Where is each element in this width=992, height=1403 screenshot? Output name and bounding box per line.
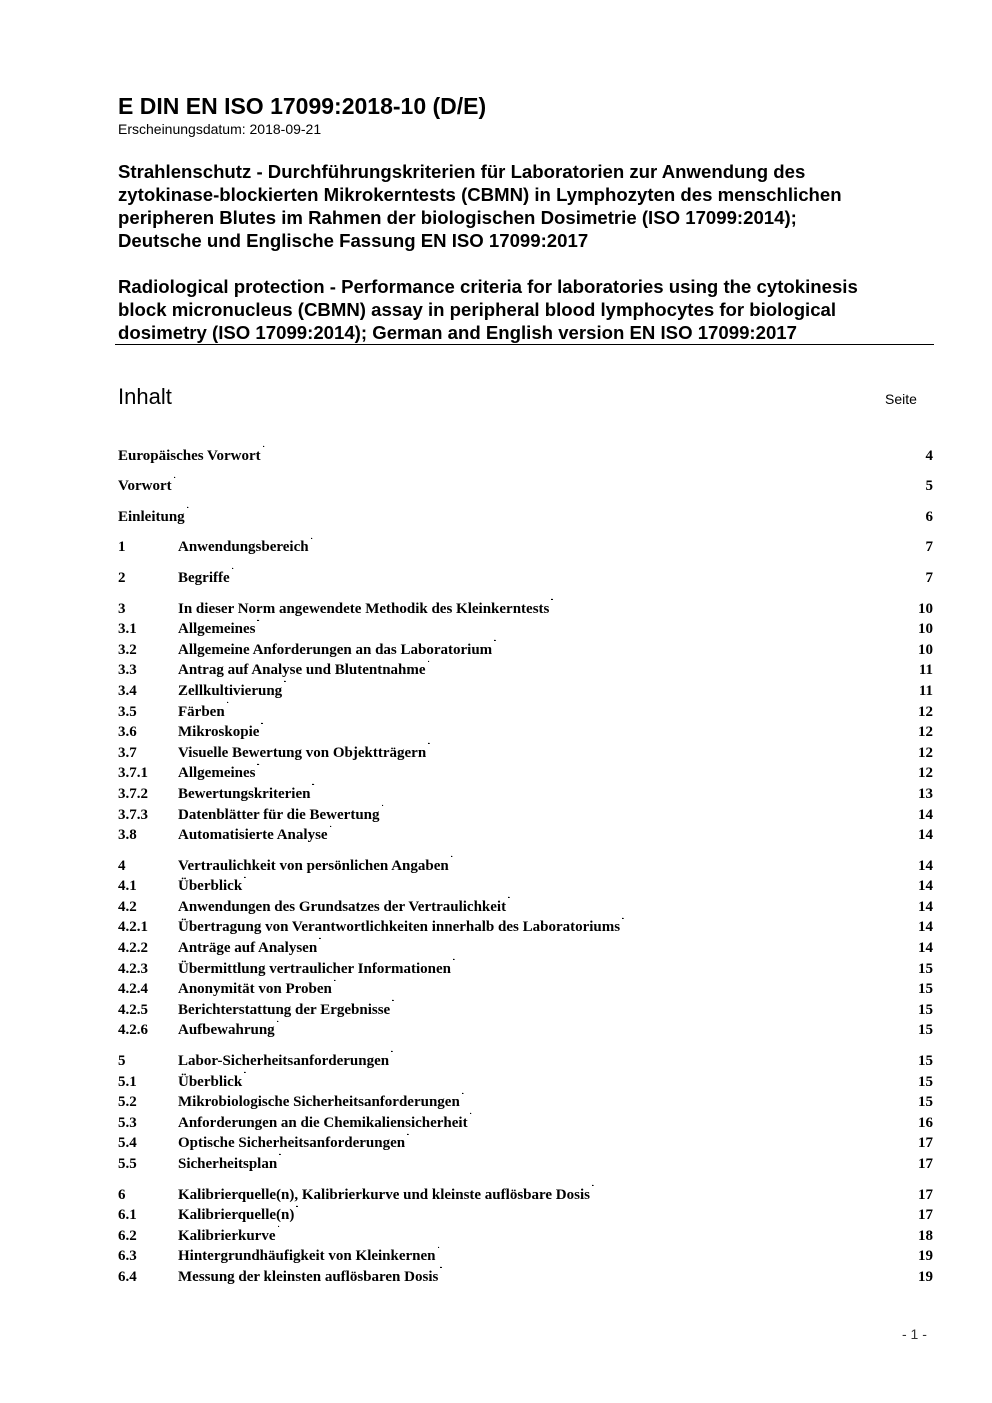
toc-entry[interactable] [118,1240,933,1265]
toc-entry-page: 10 [918,641,933,658]
toc-dot-leader [508,890,916,911]
toc-entry-title: Datenblätter für die Bewertung [178,806,380,823]
toc-entry-number: 3.1 [118,621,137,638]
toc-entry-page: 14 [918,806,933,823]
toc-entry-number: 4.1 [118,878,137,895]
toc-entry-number: 5.5 [118,1156,137,1172]
toc-entry-number: 3.7 [118,744,137,761]
publication-date: Erscheinungsdatum: 2018-09-21 [118,121,322,137]
toc-dot-leader [622,911,916,932]
toc-entry-page: 17 [918,1207,933,1224]
toc-entry[interactable] [118,613,933,638]
toc-entry[interactable] [118,1086,933,1111]
toc-entry-title: Anwendungen des Grundsatzes der Vertraulichkeit [178,898,507,915]
title-english-line: block micronucleus (CBMN) assay in peripheral blood lymphocytes for biological [118,299,837,320]
toc-entry-number: 6.2 [118,1227,137,1244]
toc-entry-page: 12 [918,703,933,720]
toc-entry-number: 4.2.1 [118,919,148,936]
toc-entry[interactable] [118,911,933,936]
toc-dot-leader [174,470,924,491]
toc-entry-title: Zellkultivierung [178,682,283,699]
toc-entry-number: 5.2 [118,1094,137,1111]
toc-entry-title: Mikroskopie [178,724,260,741]
title-german-line: peripheren Blutes im Rahmen der biologischen Dosimetrie (ISO 17099:2014); [118,207,797,228]
toc-entry-number: 3 [118,600,126,617]
toc-entry-page: 14 [918,827,933,844]
toc-entry[interactable] [118,592,933,617]
toc-dot-leader [551,592,916,613]
title-english-line: dosimetry (ISO 17099:2014); German and English version EN ISO 17099:2017 [118,322,797,343]
title-english-line: Radiological protection - Performance criteria for laboratories using the cytokinesis [118,276,858,297]
toc-entry[interactable] [118,890,933,915]
toc-entry-number: 5.3 [118,1114,137,1131]
toc-dot-leader [440,1260,916,1281]
toc-entry[interactable] [118,1014,933,1039]
toc-entry[interactable] [118,1147,933,1172]
toc-entry-title: Anwendungsbereich [178,539,309,556]
toc-entry-number: 3.4 [118,682,137,699]
toc-entry-title: Einleitung [118,508,185,525]
toc-entry-title: Allgemeines [178,765,256,782]
toc-entry-title: Allgemeines [178,621,256,638]
toc-entry[interactable] [118,470,933,495]
toc-entry-title: Hintergrundhäufigkeit von Kleinkernen [178,1248,436,1265]
toc-entry[interactable] [118,716,933,741]
toc-entry-title: Optische Sicherheitsanforderungen [178,1135,406,1152]
toc-entry-number: 4.2.5 [118,1001,148,1018]
toc-entry-title: Europäisches Vorwort [118,447,261,464]
toc-dot-leader [438,1240,916,1261]
toc-entry[interactable] [118,870,933,895]
toc-entry-number: 6 [118,1186,126,1203]
toc-entry-page: 17 [918,1186,933,1203]
toc-entry-title: Labor-Sicherheitsanforderungen [178,1053,390,1070]
toc-dot-leader [392,993,916,1014]
toc-entry-number: 1 [118,539,126,556]
toc-dot-leader [257,757,916,778]
toc-dot-leader [257,613,916,634]
toc-dot-leader [279,1147,916,1168]
toc-entry[interactable] [118,973,933,998]
toc-entry[interactable] [118,1219,933,1244]
toc-entry-page: 15 [918,1053,933,1070]
toc-dot-leader [232,561,924,582]
toc-entry-title: Vorwort [118,478,172,495]
toc-dot-leader [330,819,916,840]
toc-entry-page: 14 [918,878,933,895]
toc-entry-number: 4.2 [118,898,137,915]
toc-entry-number: 2 [118,569,126,586]
toc-entry-title: Begriffe [178,569,230,586]
toc-dot-leader [494,633,916,654]
toc-entry-number: 3.3 [118,662,137,679]
toc-entry-number: 3.7.2 [118,785,148,802]
toc-entry-number: 6.1 [118,1207,137,1224]
toc-page-column-label: Seite [885,391,917,407]
toc-entry-title: Vertraulichkeit von persönlichen Angaben [178,857,449,874]
toc-entry-number: 4.2.2 [118,940,148,957]
toc-entry-title: Kalibrierquelle(n), Kalibrierkurve und kleinste auflösbare Dosis [178,1186,590,1203]
toc-entry[interactable] [118,1065,933,1090]
toc-dot-leader [277,1014,916,1035]
toc-entry-page: 10 [918,621,933,638]
toc-entry-page: 15 [918,1073,933,1090]
title-german-line: zytokinase-blockierten Mikrokerntests (CBMN) in Lymphozyten des menschlichen [118,184,842,205]
toc-entry-title: In dieser Norm angewendete Methodik des Kleinkerntests [178,600,550,617]
toc-entry-page: 12 [918,724,933,741]
toc-entry[interactable] [118,736,933,761]
toc-entry[interactable] [118,1127,933,1152]
toc-dot-leader [470,1106,916,1127]
toc-entry-number: 3.7.1 [118,765,148,782]
toc-dot-leader [382,798,916,819]
toc-entry[interactable] [118,993,933,1018]
toc-entry-title: Messung der kleinsten auflösbaren Dosis [178,1268,439,1285]
toc-entry-number: 5.4 [118,1135,137,1152]
toc-entry-page: 15 [918,1022,933,1039]
toc-entry-page: 19 [918,1268,933,1285]
toc-entry[interactable] [118,849,933,874]
toc-dot-leader [261,716,916,737]
toc-entry[interactable] [118,1199,933,1224]
toc-entry-title: Überblick [178,1073,243,1090]
toc-entry-number: 4.2.6 [118,1022,148,1039]
toc-entry-page: 7 [925,539,933,556]
toc-entry[interactable] [118,654,933,679]
toc-entry-number: 3.5 [118,703,137,720]
toc-entry-page: 19 [918,1248,933,1265]
toc-entry[interactable] [118,561,933,586]
toc-entry[interactable] [118,931,933,957]
title-divider [115,344,934,345]
toc-entry-page: 17 [918,1156,933,1172]
toc-entry-title: Bewertungskriterien [178,785,311,802]
page-number: - 1 - [902,1326,927,1342]
toc-dot-leader [428,736,916,757]
toc-entry-page: 15 [918,960,933,977]
toc-dot-leader [284,674,917,695]
toc-dot-leader [187,500,924,521]
toc-entry-title: Mikrobiologische Sicherheitsanforderungen [178,1094,460,1111]
toc-dot-leader [407,1127,916,1148]
toc-dot-leader [391,1044,916,1065]
toc-heading: Inhalt [118,384,172,409]
toc-dot-leader [453,952,916,973]
toc-entry[interactable] [118,777,933,802]
toc-entry[interactable] [118,798,933,823]
toc-entry-number: 4 [118,857,126,874]
title-german-line: Strahlenschutz - Durchführungskriterien für Laboratorien zur Anwendung des [118,161,806,182]
toc-entry-title: Aufbewahrung [178,1022,275,1039]
toc-entry-page: 14 [918,940,933,957]
toc-entry-page: 16 [918,1114,933,1131]
toc-entry-page: 12 [918,765,933,782]
toc-entry[interactable] [118,1178,933,1203]
toc-entry-title: Visuelle Bewertung von Objektträgern [178,744,427,761]
toc-entry-title: Anonymität von Proben [178,981,332,998]
toc-entry-title: Kalibrierkurve [178,1227,276,1244]
toc-entry[interactable] [118,500,933,525]
toc-entry-page: 7 [925,569,933,586]
toc-entry-page: 4 [925,447,933,464]
toc-entry-title: Automatisierte Analyse [178,827,328,844]
toc-entry-title: Kalibrierquelle(n) [178,1207,295,1224]
toc-entry-title: Übermittlung vertraulicher Informationen [178,960,452,977]
toc-dot-leader [334,973,916,994]
toc-entry-page: 11 [918,682,933,699]
toc-entry-page: 12 [918,744,933,761]
toc-dot-leader [244,870,916,891]
toc-dot-leader [244,1065,916,1086]
toc-entry[interactable] [118,819,933,844]
toc-entry-page: 15 [918,981,933,998]
toc-entry-number: 3.6 [118,724,137,741]
toc-entry-number: 3.8 [118,827,137,844]
toc-dot-leader [296,1199,916,1220]
toc-dot-leader [319,931,916,952]
toc-entry[interactable] [118,1260,933,1285]
toc-entry-number: 3.2 [118,641,137,658]
toc-entry[interactable] [118,439,933,464]
title-english [118,275,948,344]
toc-entry-title: Allgemeine Anforderungen an das Laboratorium [178,641,493,658]
toc-entry-page: 5 [925,478,933,495]
document-title: E DIN EN ISO 17099:2018-10 (D/E) [118,93,487,119]
toc-entry-title: Überblick [178,878,243,895]
toc-entry-page: 15 [918,1001,933,1018]
toc-entry-title: Anforderungen an die Chemikaliensicherheit [178,1114,468,1131]
toc-entry-number: 6.3 [118,1248,137,1265]
toc-entry-page: 18 [918,1227,933,1244]
toc-entry-number: 3.7.3 [118,806,148,823]
toc-entry[interactable] [118,757,933,782]
toc-entry-title: Berichterstattung der Ergebnisse [178,1001,391,1018]
toc-entry-title: Übertragung von Verantwortlichkeiten innerhalb des Laboratoriums [178,919,621,936]
toc-entry-page: 10 [918,600,933,617]
toc-dot-leader [428,654,917,675]
toc-dot-leader [227,695,916,716]
toc-entry-page: 11 [918,662,933,679]
toc-entry-number: 5 [118,1053,126,1070]
toc-entry[interactable] [118,633,933,658]
toc-dot-leader [312,777,916,798]
title-german-line: Deutsche und Englische Fassung EN ISO 17099:2017 [118,230,589,251]
toc-entry-title: Färben [178,703,225,720]
toc-entry[interactable] [118,1044,933,1070]
toc-entry[interactable] [118,531,933,556]
toc-entry-page: 6 [925,508,933,525]
table-of-contents [118,439,933,1285]
toc-entry-number: 4.2.3 [118,960,148,977]
toc-entry-page: 17 [918,1135,933,1152]
toc-entry-number: 5.1 [118,1073,137,1090]
toc-entry-page: 14 [918,857,933,874]
toc-entry-number: 6.4 [118,1268,137,1285]
toc-entry-page: 14 [918,919,933,936]
toc-entry[interactable] [118,952,933,977]
toc-entry-page: 15 [918,1094,933,1111]
toc-entry[interactable] [118,674,933,699]
toc-entry-page: 14 [918,898,933,915]
toc-entry-title: Anträge auf Analysen [178,940,318,957]
toc-entry-title: Antrag auf Analyse und Blutentnahme [178,662,426,679]
toc-entry[interactable] [118,1106,933,1131]
toc-entry[interactable] [118,695,933,720]
title-german [118,160,948,252]
toc-entry-page: 13 [918,785,933,802]
toc-entry-number: 4.2.4 [118,981,148,998]
toc-dot-leader [311,531,924,552]
toc-entry-title: Sicherheitsplan [178,1156,278,1172]
toc-dot-leader [451,849,916,870]
toc-dot-leader [263,439,924,460]
toc-dot-leader [462,1086,916,1107]
toc-dot-leader [278,1219,917,1240]
toc-dot-leader [592,1178,916,1199]
